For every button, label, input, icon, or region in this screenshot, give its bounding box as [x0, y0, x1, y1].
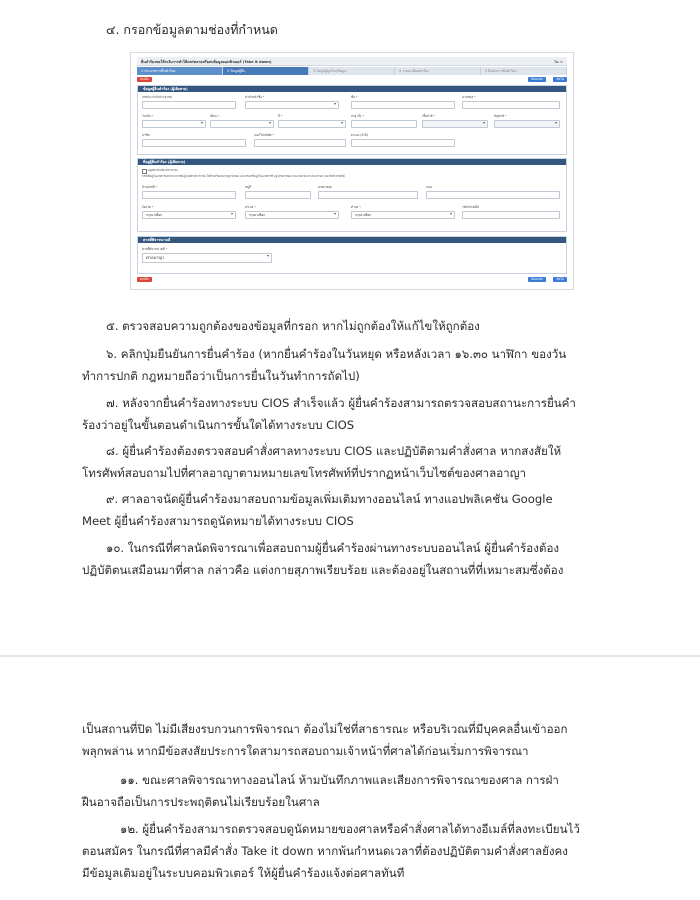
id-field: เลขประจำตัวประชาชน: [142, 95, 236, 109]
screenshot-title-bar: [137, 57, 567, 66]
step-6: ๖. คลิกปุ่มยืนยันการยื่นคำร้อง (หากยื่นคำร้องในวันหยุด หรือหลังเวลา ๑๖.๓๐ นาฬิกา ของวัน ทำการปกติ กฎหมายถือว่าเป็นการยื่นในวันทำการถัดไป): [82, 347, 567, 383]
occupation-input[interactable]: [142, 139, 246, 147]
nationality-field: สัญชาติ * ▾: [494, 114, 560, 128]
step-7: ๗. หลังจากยื่นคำร้องทางระบบ CIOS สำเร็จแล้ว ผู้ยื่นคำร้องสามารถตรวจสอบสถานะการยื่นคำ ร้องว่าอยู่ในขั้นตอนดำเนินการขั้นใดได้ทางระบบ CIOS: [82, 396, 576, 432]
house-no-field: บ้านเลขที่ *: [142, 185, 236, 199]
prefix-select[interactable]: [245, 101, 339, 109]
road-field: ถนน: [426, 185, 560, 199]
address-panel-title: ที่อยู่ผู้ยื่นคำร้อง (ผู้เสียหาย): [138, 159, 566, 165]
step-12: ๑๒. ผู้ยื่นคำร้องสามารถตรวจสอบดูนัดหมายของศาลหรือคำสั่งศาลได้ทางอีเมล์ที่ลงทะเบียนไว้ ตอนสมัคร ในกรณีที่ศาลมีคำสั่ง Take it down หากพ้นกำหนดเวลาที่ต้องปฏิบัติตามคำสั่งศาลยังคง มีข้อมูลเติมอยู่ในระบบคอมพิวเตอร์ ให้ผู้ยื่นคำร้องแจ้งต่อศาลทันที: [82, 822, 580, 880]
close-link[interactable]: ปิด ×: [554, 60, 563, 64]
prev-button-bottom[interactable]: ย้อนกลับ: [528, 277, 546, 282]
next-button-top[interactable]: ถัดไป: [553, 77, 567, 82]
soi-input[interactable]: [318, 191, 418, 199]
soi-field: ตรอก/ซอย: [318, 185, 418, 199]
surname-input[interactable]: [462, 101, 560, 109]
age-input[interactable]: [351, 120, 417, 128]
occupation-field: อาชีพ: [142, 133, 246, 147]
id-input[interactable]: [142, 101, 236, 109]
step-5: ๕. ตรวจสอบความถูกต้องของข้อมูลที่กรอก หากไม่ถูกต้องให้แก้ไขให้ถูกต้อง: [106, 319, 480, 333]
document-page-2: [0, 657, 700, 900]
subdistrict-select[interactable]: กรุณาเลือก ▾: [351, 211, 455, 219]
name-field: ชื่อ *: [351, 95, 455, 109]
step-8: ๘. ผู้ยื่นคำร้องต้องตรวจสอบคำสั่งศาลทางระบบ CIOS และปฏิบัติตามคำสั่งศาล หากสงสัยให้ โทรศัพท์สอบถามไปที่ศาลอาญาตามหมายเลขโทรศัพท์ที่ปรากฏหน้าเว็บไซต์ของศาลอาญา: [82, 444, 562, 480]
subdistrict-field: ตำบล * กรุณาเลือก ▾: [351, 205, 455, 219]
form-screenshot: [130, 52, 574, 290]
birth-day-select[interactable]: [142, 120, 206, 128]
birth-year-select[interactable]: [278, 120, 346, 128]
birth-year-field: ปี * ▾: [278, 114, 346, 128]
cancel-button-bottom[interactable]: ยกเลิก: [137, 277, 152, 282]
race-field: เชื้อชาติ * ▾: [422, 114, 488, 128]
step-10: ๑๐. ในกรณีที่ศาลนัดพิจารณาเพื่อสอบถามผู้ยื่นคำร้องผ่านทางระบบออนไลน์ ผู้ยื่นคำร้องต้อง ปฏิบัติตนเสมือนมาที่ศาล กล่าวคือ แต่งกายสุภาพเรียบร้อย และต้องอยู่ในสถานที่ที่เหมาะสมซึ่งต้อง: [82, 541, 564, 577]
step-10-continued: เป็นสถานที่ปิด ไม่มีเสียงรบกวนการพิจารณา ต้องไม่ใช่ที่สาธารณะ หรือบริเวณที่มีบุคคลอื่นเข้าออก พลุกพล่าน หากมีข้อสงสัยประการใดสามารถสอบถามเจ้าหน้าที่ศาลได้ก่อนเริ่มการพิจารณา: [82, 722, 568, 758]
phone-field: เบอร์โทรศัพท์ *: [254, 133, 346, 147]
step-11: ๑๑. ขณะศาลพิจารณาทางออนไลน์ ห้ามบันทึกภาพและเสียงการพิจารณาของศาล การฝ่า ฝืนอาจถือเป็นการประพฤติตนไม่เรียบร้อยในศาล: [82, 773, 559, 809]
birth-month-select[interactable]: [210, 120, 274, 128]
postcode-input[interactable]: [462, 211, 560, 219]
age-field: อายุ (ปี) *: [351, 114, 417, 128]
province-select[interactable]: กรุณาเลือก ▾: [142, 211, 236, 219]
email-input[interactable]: [351, 139, 455, 147]
prefix-field: คำนำหน้าชื่อ * ▾: [245, 95, 339, 109]
court-panel: [137, 236, 567, 274]
wizard-step-2[interactable]: 2 ข้อมูลผู้ยื่น: [223, 67, 309, 75]
wizard-step-1[interactable]: 1 ประเภทการยื่นคำร้อง: [137, 67, 223, 75]
race-select[interactable]: [422, 120, 488, 128]
wizard-step-3[interactable]: 3 ข้อมูลผู้ถูกร้อง/ข้อมูล: [309, 67, 395, 75]
house-no-input[interactable]: [142, 191, 236, 199]
next-button-bottom[interactable]: ถัดไป: [553, 277, 567, 282]
wizard-step-4[interactable]: 4 รายละเอียดคำร้อง: [395, 67, 481, 75]
cancel-button-top[interactable]: ยกเลิก: [137, 77, 152, 82]
applicant-panel-title: ข้อมูลผู้ยื่นคำร้อง (ผู้เสียหาย): [138, 86, 566, 92]
postcode-field: รหัสไปรษณีย์: [462, 205, 560, 219]
step-9: ๙. ศาลอาจนัดผู้ยื่นคำร้องมาสอบถามข้อมูลเพิ่มเติมทางออนไลน์ ทางแอปพลิเคชัน Google Meet ผู้ยื่นคำร้องสามารถดูนัดหมายได้ทางระบบ CIOS: [82, 492, 553, 528]
district-field: อำเภอ * กรุณาเลือก ▾: [245, 205, 339, 219]
court-panel-title: ศาลที่พิจารณาคดี: [138, 237, 566, 243]
road-input[interactable]: [426, 191, 560, 199]
wizard-steps: [137, 67, 567, 75]
surname-field: นามสกุล *: [462, 95, 560, 109]
prev-button-top[interactable]: ย้อนกลับ: [528, 77, 546, 82]
nationality-select[interactable]: [494, 120, 560, 128]
district-select[interactable]: กรุณาเลือก ▾: [245, 211, 339, 219]
province-field: จังหวัด * กรุณาเลือก ▾: [142, 205, 236, 219]
birth-month-field: เดือน * ▾: [210, 114, 274, 128]
address-note: กรณีที่อยู่ในเอกสารแตกต่างจากที่อยู่ในบัตรประชาชน ให้ทำเครื่องหมายถูกในช่อง และกรอกข้อมูลในเอกสารที่ อยู่ ตรอก/ซอย ถนน จังหวัด อำเภอ ตำบล และรหัสไปรษณีย์: [142, 174, 345, 178]
court-field: ศาลที่พิจารณาคดี * ศาลอาญา ▾: [142, 247, 272, 263]
wizard-step-5[interactable]: 5 ยืนยันการยื่นคำร้อง: [481, 67, 567, 75]
moo-field: หมู่ที่: [245, 185, 311, 199]
applicant-panel: [137, 85, 567, 155]
name-input[interactable]: [351, 101, 455, 109]
birth-day-field: วันเกิด * ▾: [142, 114, 206, 128]
moo-input[interactable]: [245, 191, 311, 199]
same-address-label: อยู่เดียวกับบัตรประชาชน: [148, 168, 178, 172]
email-field: Email (ถ้ามี): [351, 133, 455, 147]
step-4-heading: ๔. กรอกข้อมูลตามช่องที่กำหนด: [106, 22, 278, 37]
court-select[interactable]: ศาลอาญา ▾: [142, 253, 272, 263]
screenshot-title: ยื่นคำร้องขอให้ระงับการทำให้แพร่หลายหรือลบข้อมูลคอมพิวเตอร์ (Take it down): [141, 60, 272, 64]
address-panel: [137, 158, 567, 232]
phone-input[interactable]: [254, 139, 346, 147]
